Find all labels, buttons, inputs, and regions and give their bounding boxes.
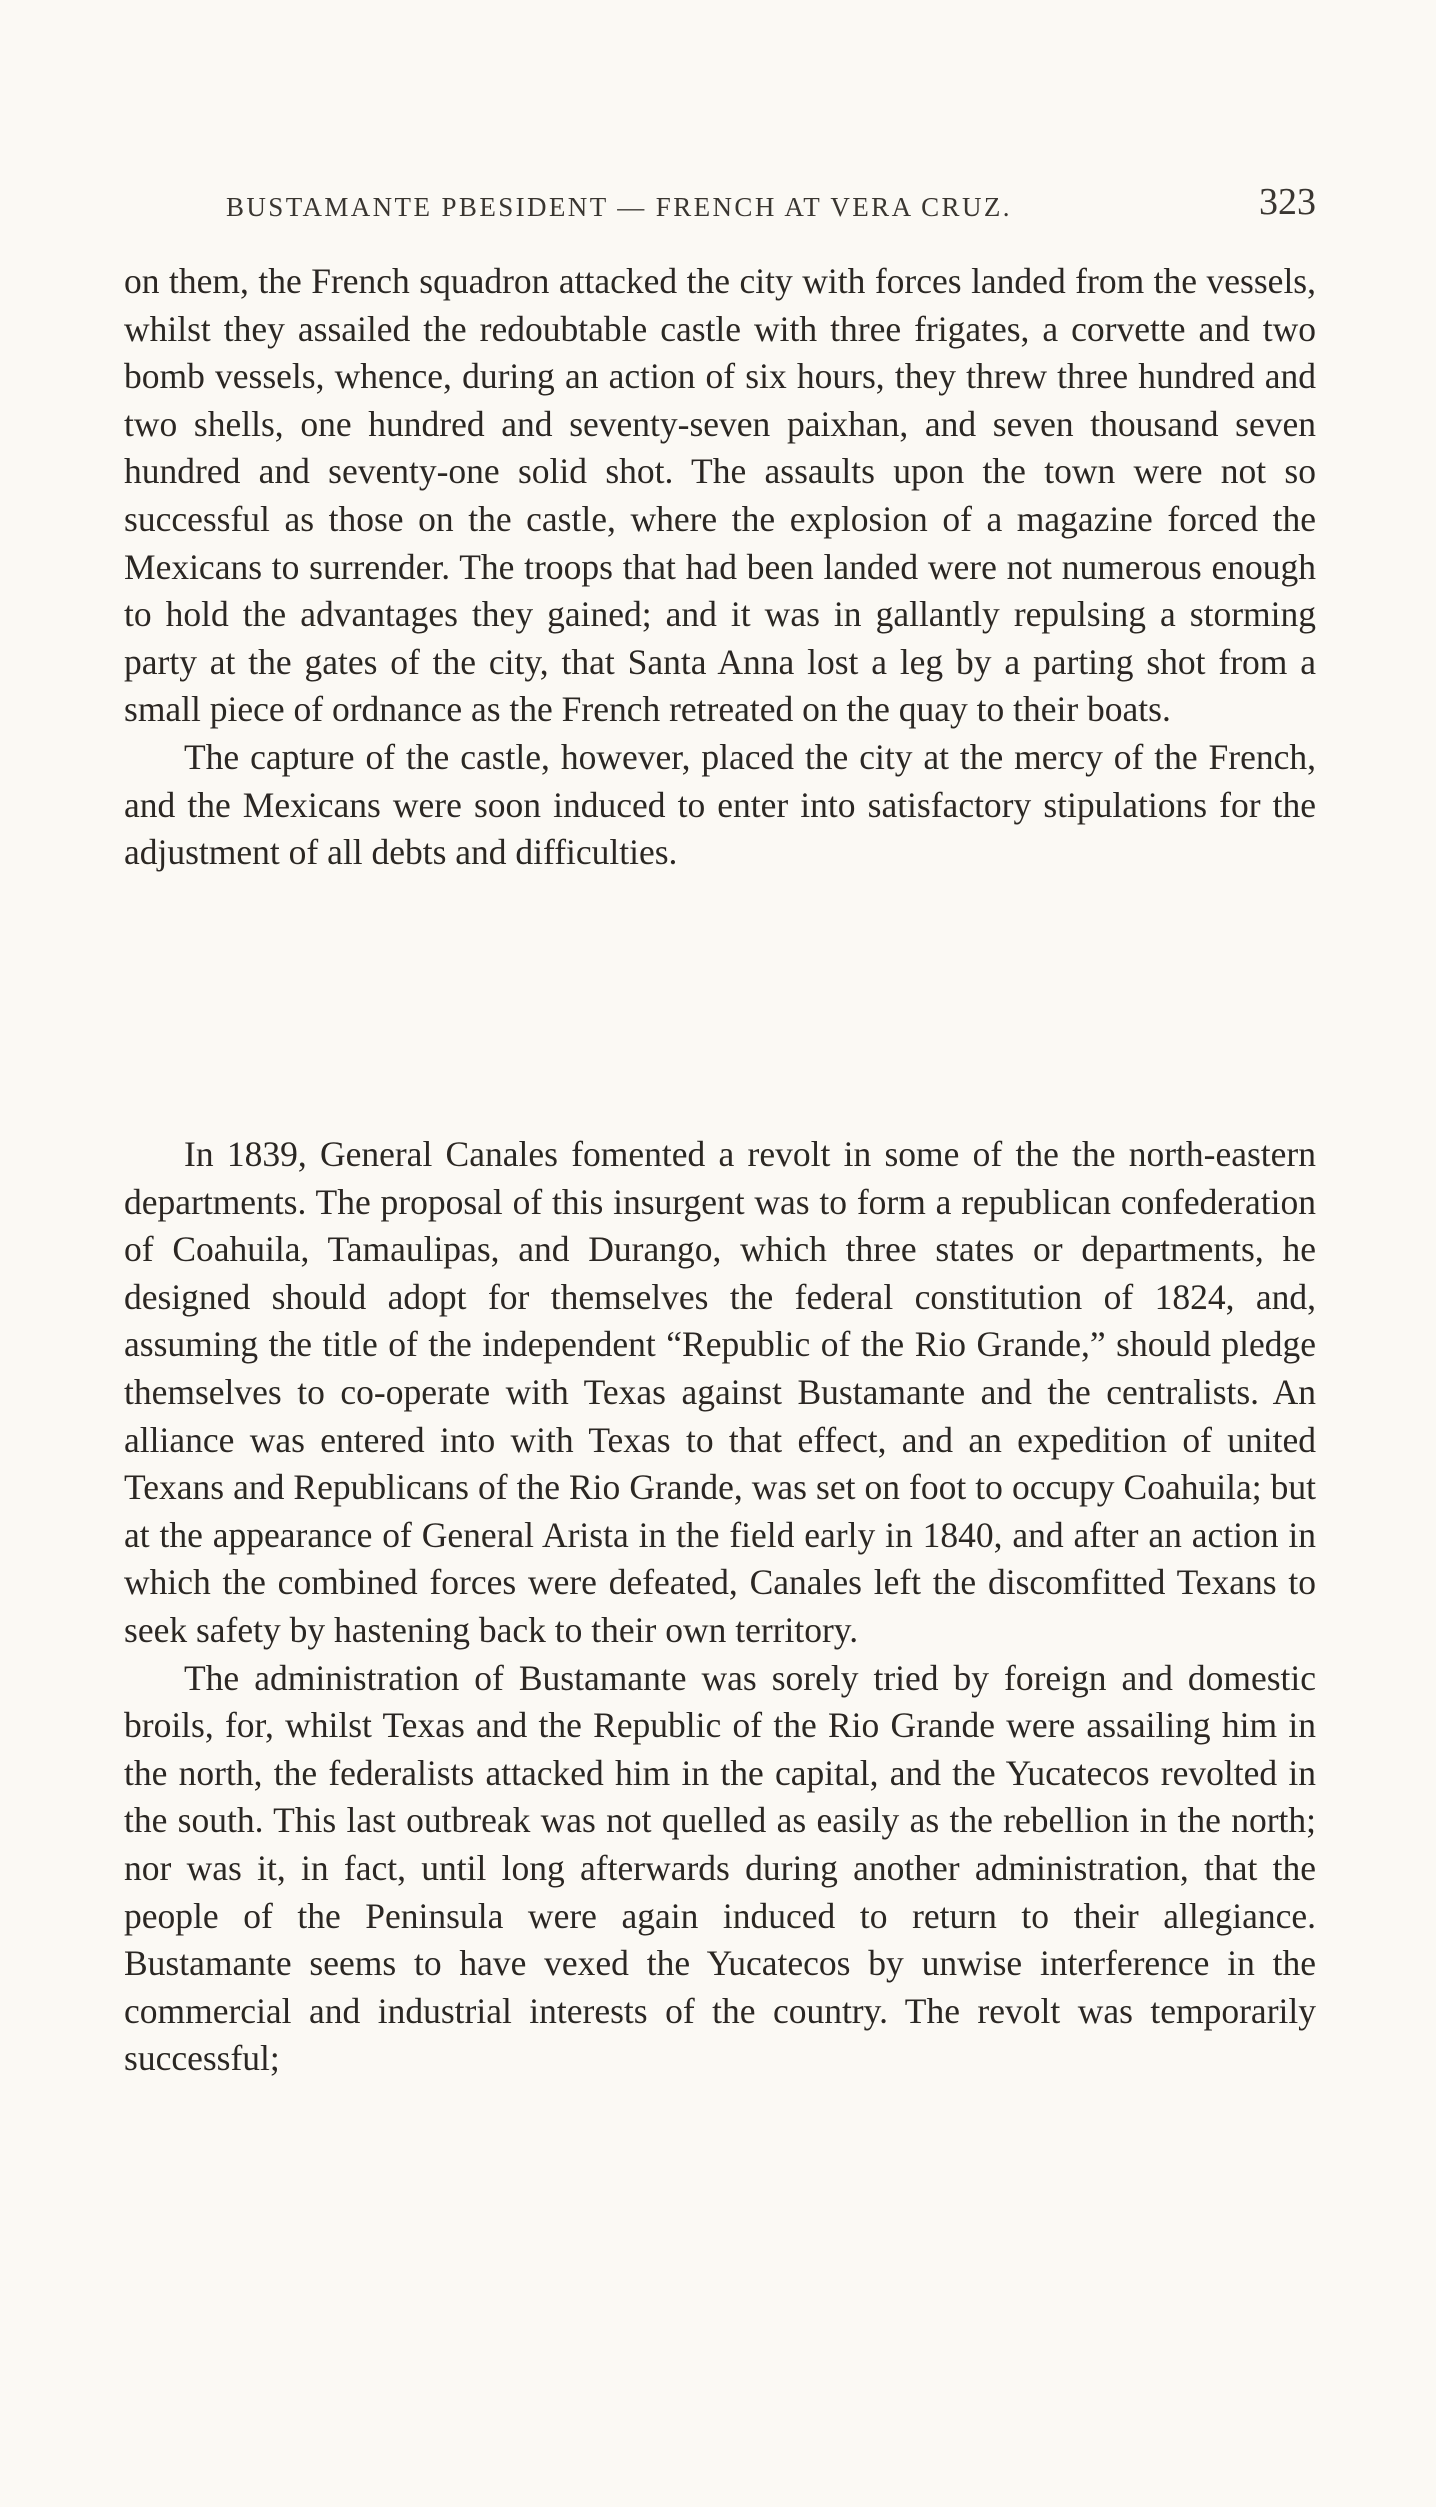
paragraph-french-attack: on them, the French squadron attacked the city with forces landed from the vessels, whilst they assailed the redoubtable castle with three frigates, a corvette and two bomb vessels, whence, during an action of six hours, they threw three hundred and two shells, one hundred and seventy-seven paixhan, and seven thousand seven hundred and seventy-one solid shot. The assaults upon the town were not so successful as those on the castle, where the explosion of a magazine forced the Mexicans to surrender. The troops that had been landed were not numerous enough to hold the advantages they gained; and it was in gallantly repulsing a storming party at the gates of the city, that Santa Anna lost a leg by a parting shot from a small piece of ordnance as the French retreated on the quay to their boats. (124, 261, 1316, 730)
paragraph-bustamante-administration: The administration of Bustamante was sorely tried by foreign and domestic broils, for, whilst Texas and the Republic of the Rio Grande were assailing him in the north, the federalists attacked him in the capital, and the Yucatecos revolted in the south. This last outbreak was not quelled as easily as the rebellion in the north; nor was it, in fact, until long afterwards during another administration, that the people of the Peninsula were again induced to return to their allegiance. Bustamante seems to have vexed the Yucatecos by unwise interference in the commercial and industrial interests of the country. The revolt was temporarily successful; (124, 1657, 1316, 2079)
body-text-bottom (124, 1131, 1316, 2083)
running-head: BUSTAMANTE PBESIDENT — FRENCH AT VERA CRUZ. (226, 192, 1012, 222)
paragraph-canales-revolt: In 1839, General Canales fomented a revolt in some of the the north-eastern departments. The proposal of this insurgent was to form a republican confederation of Coahuila, Tamaulipas, and Durango, which three states or departments, he designed should adopt for themselves the federal constitution of 1824, and, assuming the title of the independent “Republic of the Rio Grande,” should pledge themselves to co-operate with Texas against Bustamante and the centralists. An alliance was entered into with Texas to that effect, and an expedition of united Texans and Republicans of the Rio Grande, was set on foot to occupy Coahuila; but at the appearance of General Arista in the field early in 1840, and after an action in which the combined forces were defeated, Canales left the discomfitted Texans to seek safety by hastening back to their own territory. (124, 1134, 1316, 1650)
paragraph-castle-capture: The capture of the castle, however, placed the city at the mercy of the French, and the Mexicans were soon induced to enter into satisfactory stipulations for the adjustment of all debts and difficulties. (124, 736, 1316, 873)
page-number: 323 (1259, 181, 1316, 223)
page-header (226, 180, 1316, 232)
body-text-top (124, 258, 1316, 877)
